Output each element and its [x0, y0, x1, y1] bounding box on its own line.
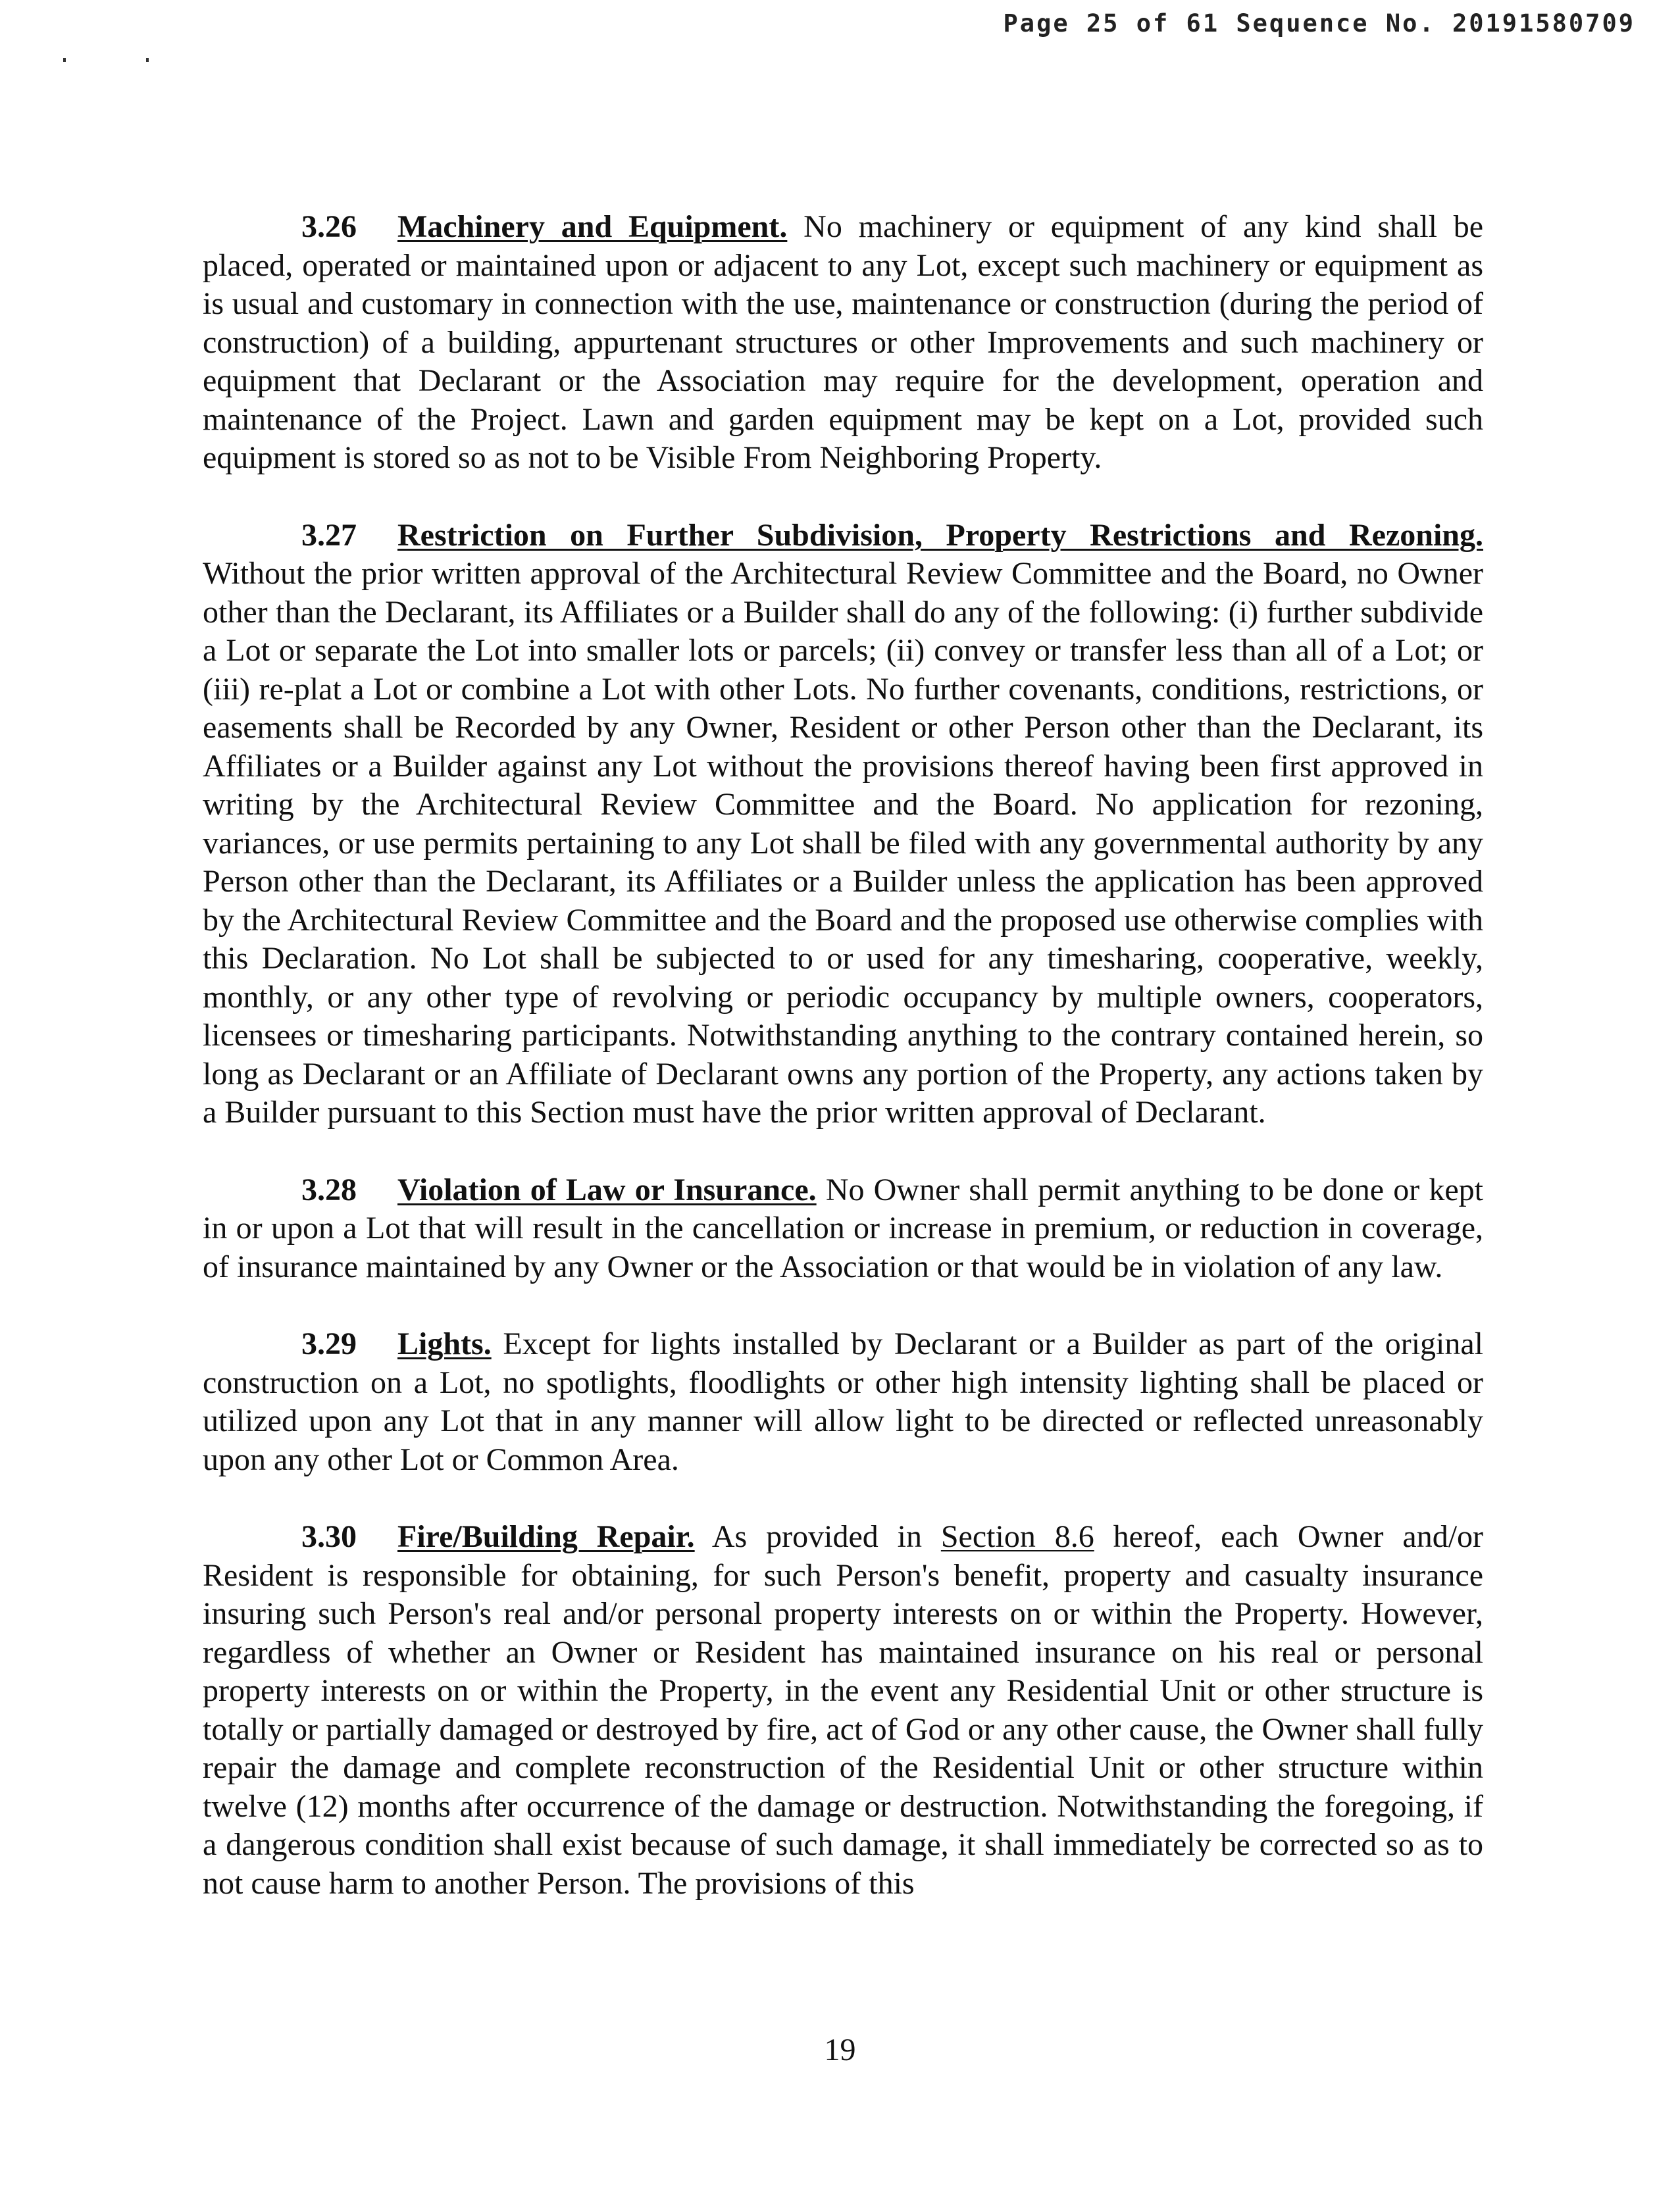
- section-body-before-ref: As provided in: [711, 1519, 922, 1554]
- section-body: No machinery or equipment of any kind shall be placed, operated or maintained upon or adjacent to any Lot, except such machinery or equipment as is usual and customary in connection with the use, maintenance or construction (during the period of construction) of a building, appurtenant structures or other Improvements and such machinery or equipment that Declarant or the Association may require for the development, operation and maintenance of the Project. Lawn and garden equipment may be kept on a Lot, provided such equipment is stored so as not to be Visible From Neighboring Property.: [203, 209, 1484, 475]
- section-body: Except for lights installed by Declarant or a Builder as part of the original construction on a Lot, no spotlights, floodlights or other high intensity lighting shall be placed or utilized upon any Lot that in any manner will allow light to be directed or reflected unreasonably upon any other Lot or Common Area.: [203, 1326, 1484, 1477]
- section-number: 3.26: [301, 209, 357, 244]
- section-3-30: [203, 1518, 1483, 1903]
- page-number: 19: [824, 2032, 856, 2067]
- section-number: 3.29: [301, 1326, 357, 1361]
- section-3-28: [203, 1171, 1483, 1287]
- section-heading: Lights.: [397, 1326, 492, 1361]
- scan-artifact: [63, 58, 66, 62]
- page-header: Page 25 of 61 Sequence No. 20191580709: [1003, 9, 1635, 38]
- section-body-after-ref: hereof, each Owner and/or Resident is responsible for obtaining, for such Person's benefit, property and casualty insurance insuring such Person's real and/or personal property interests on or within the Property. However, regardless of whether an Owner or Resident has maintained insurance on his real or personal property interests on or within the Property, in the event any Residential Unit or other structure is totally or partially damaged or destroyed by fire, act of God or any other cause, the Owner shall fully repair the damage and complete reconstruction of the Residential Unit or other structure within twelve (12) months after occurrence of the damage or destruction. Notwithstanding the foregoing, if a dangerous condition shall exist because of such damage, it shall immediately be corrected so as to not cause harm to another Person. The provisions of this: [203, 1519, 1484, 1901]
- section-heading: Restriction on Further Subdivision, Property Restrictions and Rezoning.: [397, 517, 1483, 553]
- section-3-29: [203, 1325, 1483, 1479]
- section-number: 3.28: [301, 1172, 357, 1207]
- section-body: Without the prior written approval of the Architectural Review Committee and the Board, no Owner other than the Declarant, its Affiliates or a Builder shall do any of the following: (i) further subdivide a Lot or separate the Lot into smaller lots or parcels; (ii) convey or transfer less than all of a Lot; or (iii) re-plat a Lot or combine a Lot with other Lots. No further covenants, conditions, restrictions, or easements shall be Recorded by any Owner, Resident or other Person other than the Declarant, its Affiliates or a Builder against any Lot without the provisions thereof having been first approved in writing by the Architectural Review Committee and the Board. No application for rezoning, variances, or use permits pertaining to any Lot shall be filed with any governmental authority by any Person other than the Declarant, its Affiliates or a Builder unless the application has been approved by the Architectural Review Committee and the Board and the proposed use otherwise complies with this Declaration. No Lot shall be subjected to or used for any timesharing, cooperative, weekly, monthly, or any other type of revolving or periodic occupancy by multiple owners, cooperators, licensees or timesharing participants. Notwithstanding anything to the contrary contained herein, so long as Declarant or an Affiliate of Declarant owns any portion of the Property, any actions taken by a Builder pursuant to this Section must have the prior written approval of Declarant.: [203, 556, 1483, 1130]
- section-heading: Violation of Law or Insurance.: [397, 1172, 817, 1207]
- document-body: [203, 208, 1483, 1942]
- section-cross-reference: Section 8.6: [940, 1519, 1094, 1554]
- section-number: 3.30: [301, 1519, 357, 1554]
- section-heading: Fire/Building Repair.: [397, 1519, 695, 1554]
- section-body: No Owner shall permit anything to be done or kept in or upon a Lot that will result in the cancellation or increase in premium, or reduction in coverage, of insurance maintained by any Owner or the Association or that would be in violation of any law.: [203, 1172, 1483, 1284]
- section-heading: Machinery and Equipment.: [397, 209, 788, 244]
- section-3-26: [203, 208, 1483, 478]
- section-3-27: [203, 516, 1483, 1132]
- section-number: 3.27: [301, 517, 357, 553]
- scan-artifact: [146, 58, 149, 62]
